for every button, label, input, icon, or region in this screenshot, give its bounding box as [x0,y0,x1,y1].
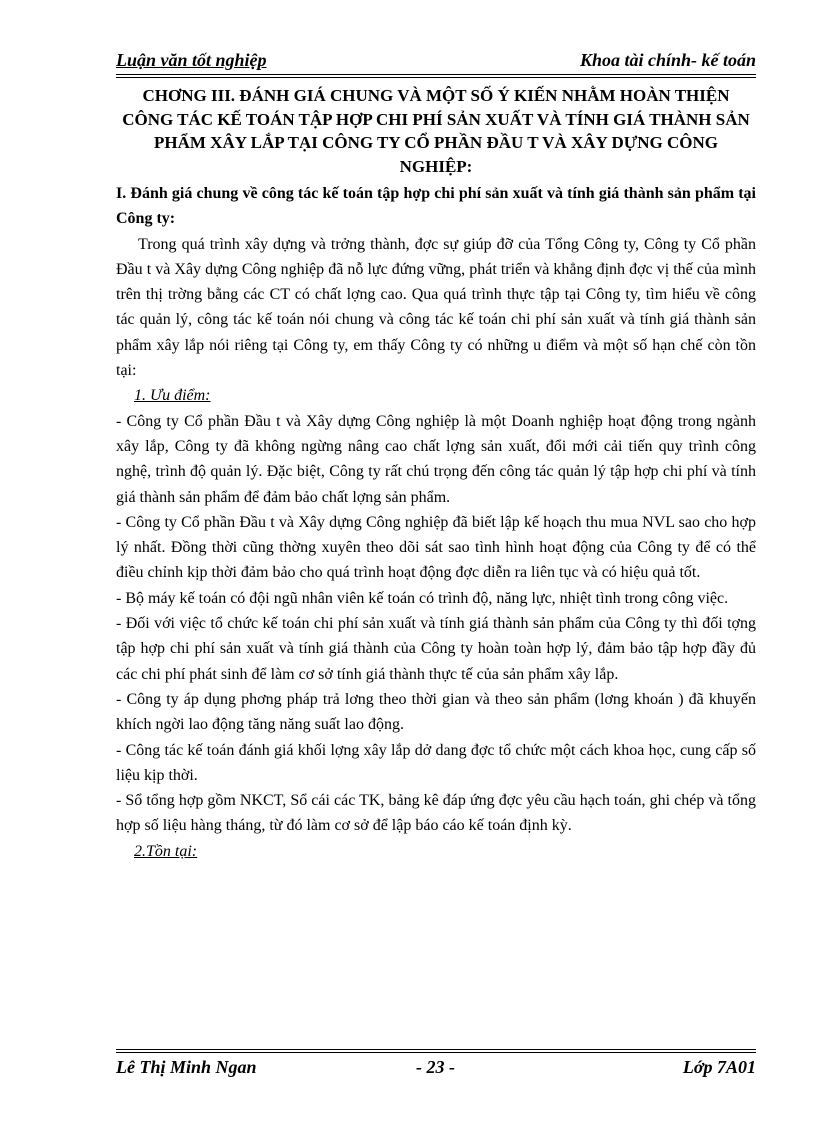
bullet-item: - Công ty áp dụng phơng pháp trả lơng theo thời gian và theo sản phẩm (lơng khoán ) đã khuyến khích ngời lao động tăng năng suất lao động. [116,690,756,734]
page-footer [116,1057,756,1079]
page-number: - 23 - [416,1057,455,1077]
bullet-item: - Công ty Cổ phần Đầu t và Xây dựng Công nghiệp là một Doanh nghiệp hoạt động trong ngành xây lắp, Công ty đã không ngừng nâng cao chất lợng sản xuất, đổi mới cải tiến quy trình công nghệ, trình độ quản lý. Đặc biệt, Công ty rất chú trọng đến công tác quản lý tập hợp chi phí và tính giá thành sản phẩm để đảm bảo chất lợng sản phẩm. [116,412,756,506]
header-rule-2 [116,77,756,78]
page-header [116,50,756,72]
header-rule [116,74,756,75]
footer-rule [116,1049,756,1050]
bullet-item: - Bộ máy kế toán có đội ngũ nhân viên kế toán có trình độ, năng lực, nhiệt tình trong công việc. [116,589,729,607]
header-thesis-title: Luận văn tốt nghiệp [116,50,267,70]
bullet-item: - Công ty Cổ phần Đầu t và Xây dựng Công nghiệp đã biết lập kế hoạch thu mua NVL sao cho hợp lý nhất. Đồng thời cũng thờng xuyên theo dõi sát sao tình hình hoạt động của Công ty để có thể điều chỉnh kịp thời đảm bảo cho quá trình hoạt động đợc diễn ra liên tục và có hiệu quả tốt. [116,513,756,582]
subsection-limitations: 2.Tồn tại: [134,842,198,860]
header-faculty: Khoa tài chính- kế toán [579,50,756,70]
footer-class: Lớp 7A01 [682,1057,756,1077]
body-text [116,181,756,864]
subsection-advantages: 1. Ưu điểm: [134,387,211,405]
bullet-item: - Sổ tổng hợp gồm NKCT, Sổ cái các TK, bảng kê đáp ứng đợc yêu cầu hạch toán, ghi chép và tổng hợp số liệu hàng tháng, từ đó làm cơ sở để lập báo cáo kế toán định kỳ. [116,792,756,835]
bullet-item: - Đối với việc tổ chức kế toán chi phí sản xuất và tính giá thành sản phẩm của Công ty thì đối tợng tập hợp chi phí sản xuất và tính giá thành của Công ty hoàn toàn hợp lý, đảm bảo tập hợp đầy đủ các chi phí phát sinh để làm cơ sở tính giá thành thực tế của sản phẩm xây lắp. [116,615,756,683]
section-heading: I. Đánh giá chung về công tác kế toán tập hợp chi phí sản xuất và tính giá thành sản phẩm tại Công ty: [116,185,756,228]
footer-rule-2 [116,1052,756,1053]
bullet-item: - Công tác kế toán đánh giá khối lợng xây lắp dở dang đợc tổ chức một cách khoa học, cung cấp số liệu kịp thời. [116,741,756,784]
intro-paragraph: Trong quá trình xây dựng và trởng thành, đợc sự giúp đỡ của Tổng Công ty, Công ty Cổ phần Đầu t và Xây dựng Công nghiệp đã nỗ lực đứng vững, phát triển và khẳng định đợc vị thế của mình trên thị trờng bằng các CT có chất lợng cao. Qua quá trình thực tập tại Công ty, tìm hiểu về công tác quản lý, công tác kế toán nói chung và công tác kế toán chi phí sản xuất và tính giá thành sản phẩm xây lắp nói riêng tại Công ty, em thấy Công ty có những u điểm và một số hạn chế còn tồn tại: [116,235,756,380]
chapter-title: CHƠNG III. ĐÁNH GIÁ CHUNG VÀ MỘT SỐ Ý KIẾN NHẰM HOÀN THIỆN CÔNG TÁC KẾ TOÁN TẬP HỢP CHI PHÍ SẢN XUẤT VÀ TÍNH GIÁ THÀNH SẢN PHẨM XÂY LẮP TẠI CÔNG TY CỔ PHẦN ĐẦU T VÀ XÂY DỰNG CÔNG NGHIỆP: [122,86,750,176]
footer-author: Lê Thị Minh Ngan [116,1057,257,1077]
